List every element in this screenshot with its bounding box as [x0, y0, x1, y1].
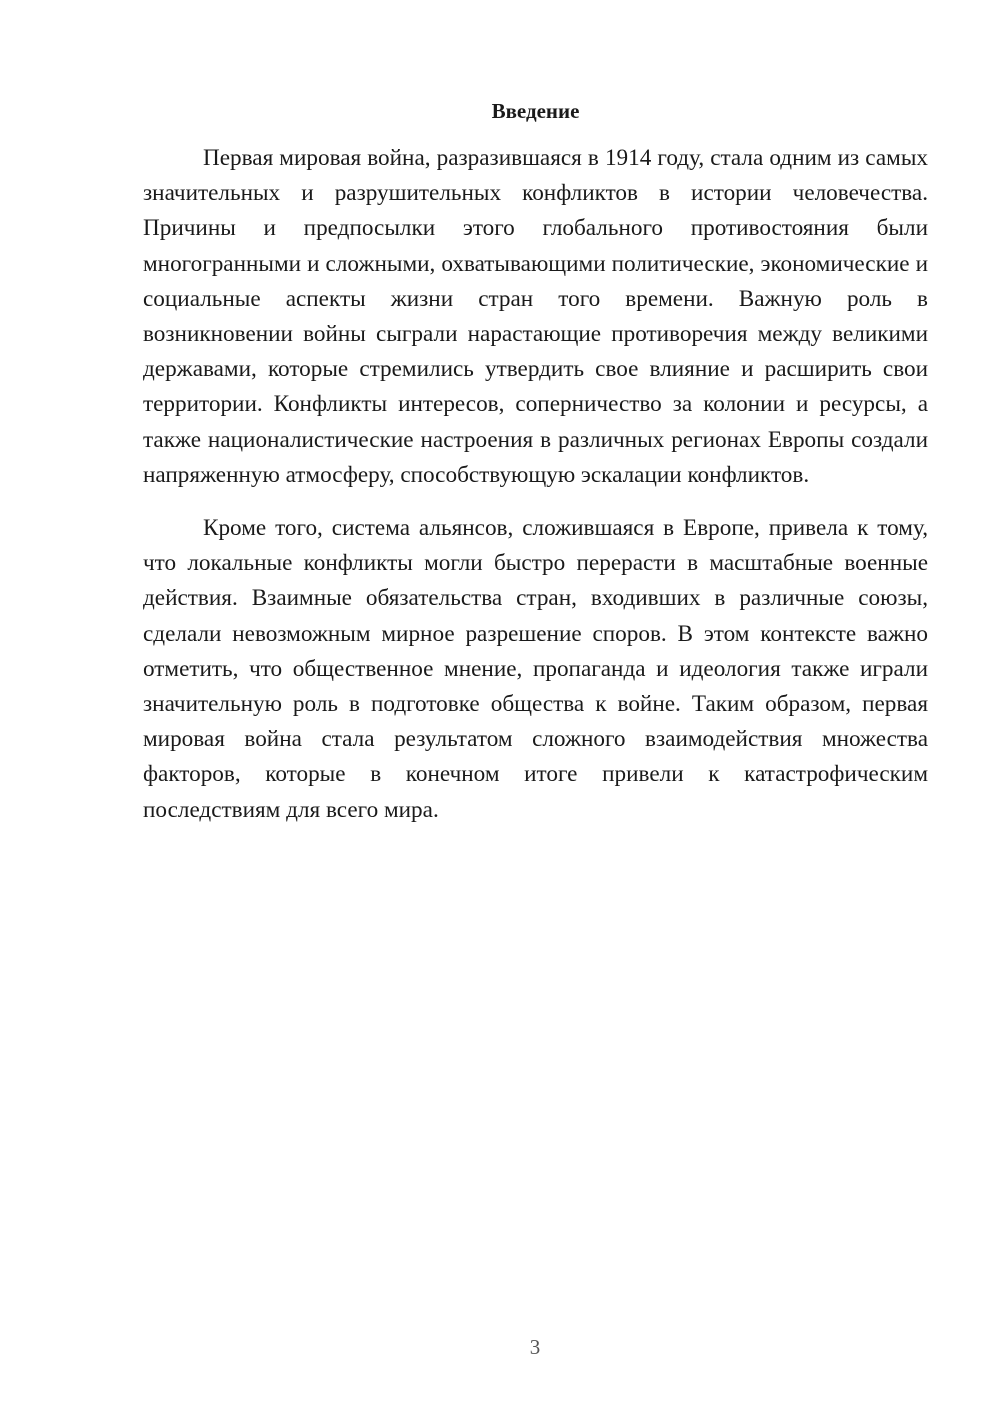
body-text	[143, 141, 928, 828]
paragraph-2: Кроме того, система альянсов, сложившаяся в Европе, привела к тому, что локальные конфликты могли быстро перерасти в масштабные военные действия. Взаимные обязательства стран, входивших в различные союзы, сделали невозможным мирное разрешение споров. В этом контексте важно отметить, что общественное мнение, пропаганда и идеология также играли значительную роль в подготовке общества к войне. Таким образом, первая мировая война стала результатом сложного взаимодействия множества факторов, которые в конечном итоге привели к катастрофическим последствиям для всего мира.	[143, 515, 928, 823]
page-number: 3	[529, 1335, 541, 1359]
paragraph-1: Первая мировая война, разразившаяся в 1914 году, стала одним из самых значительных и разрушительных конфликтов в истории человечества. Причины и предпосылки этого глобального противостояния были многогранными и сложными, охватывающими политические, экономические и социальные аспекты жизни стран того времени. Важную роль в возникновении войны сыграли нарастающие противоречия между великими державами, которые стремились утвердить свое влияние и расширить свои территории. Конфликты интересов, соперничество за колонии и ресурсы, а также националистические настроения в различных регионах Европы создали напряженную атмосферу, способствующую эскалации конфликтов.	[143, 145, 928, 488]
section-title: Введение	[491, 99, 580, 123]
